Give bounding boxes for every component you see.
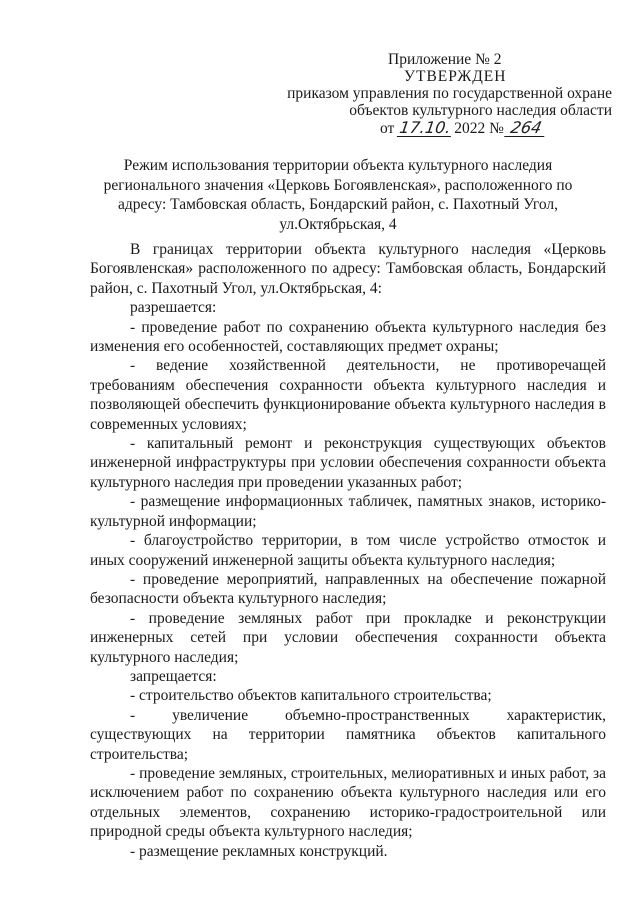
allowed-item: - размещение информационных табличек, памятных знаков, историко-культурной информации; — [90, 493, 606, 530]
intro-paragraph: В границах территории объекта культурного наследия «Церковь Богоявленская» расположенного по адресу: Тамбовская область, Бондарский район, с. Пахотный Угол, ул.Октябрьская, 4: — [90, 241, 606, 297]
order-line-1: приказом управления по государственной охране — [287, 85, 612, 102]
handwritten-date: 17.10. — [398, 118, 453, 137]
document-body — [90, 240, 606, 861]
forbidden-item: - строительство объектов капитального строительства; — [130, 687, 492, 705]
allowed-item: - проведение работ по сохранению объекта культурного наследия без изменения его особенностей, составляющих предмет охраны; — [90, 318, 606, 356]
allowed-item: - благоустройство территории, в том числе устройство отмосток и иных сооружений инженерной защиты объекта культурного наследия; — [90, 532, 606, 569]
date-prefix: от — [380, 120, 395, 137]
allowed-item: - ведение хозяйственной деятельности, не противоречащей требованиям обеспечения сохранности объекта культурного наследия и позволяющей обеспечить функционирование объекта культурного наследия в современных условиях; — [90, 357, 606, 433]
title-line-3: адресу: Тамбовская область, Бондарский район, с. Пахотный Угол, — [117, 196, 559, 214]
allowed-item: - проведение земляных работ при прокладке и реконструкции инженерных сетей при условии обеспечения сохранности объекта культурного наследия; — [90, 609, 606, 666]
order-year: 2022 — [454, 120, 486, 137]
forbidden-item: - увеличение объемно-пространственных характеристик, существующих на территории памятника объектов капитального строительства; — [90, 706, 606, 763]
allowed-item: - проведение мероприятий, направленных на обеспечение пожарной безопасности объекта культурного наследия; — [90, 570, 606, 608]
order-date-line — [380, 119, 546, 139]
allowed-item: - капитальный ремонт и реконструкция существующих объектов инженерной инфраструктуры при условии обеспечения сохранности объекта культурного наследия при проведении указанных работ; — [90, 435, 606, 491]
forbidden-item: - размещение рекламных конструкций. — [130, 842, 388, 860]
number-sign: № — [489, 120, 504, 137]
title-line-1: Режим использования территории объекта культурного наследия — [123, 157, 553, 174]
order-line-2: объектов культурного наследия области — [349, 102, 612, 119]
handwritten-number: 264 — [504, 120, 548, 137]
title-line-4: ул.Октябрьская, 4 — [279, 215, 397, 233]
approved-label: УТВЕРЖДЕН — [404, 68, 507, 85]
forbidden-item: - проведение земляных, строительных, мелиоративных и иных работ, за исключением работ по сохранению объекта культурного наследия или его отдельных элементов, сохранению историко-градостроительной или природной среды объекта культурного наследия; — [90, 764, 606, 841]
title-line-2: регионального значения «Церковь Богоявленская», расположенного по — [103, 176, 573, 194]
forbidden-heading: запрещается: — [130, 667, 217, 685]
document-title — [100, 156, 576, 234]
allowed-heading: разрешается: — [130, 299, 217, 317]
appendix-label: Приложение № 2 — [388, 51, 502, 68]
